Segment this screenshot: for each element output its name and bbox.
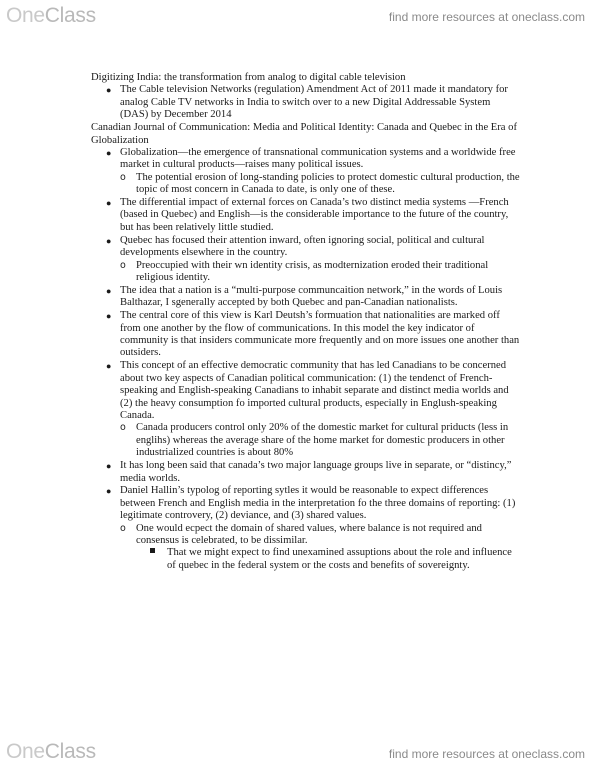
list-item: ● It has long been said that canada’s two major language groups live in separate, or “distincy,” media worlds. [106, 460, 512, 484]
header-tagline[interactable]: find more resources at oneclass.com [388, 10, 585, 24]
section1-list [91, 84, 521, 121]
list-item: ● Quebec has focused their attention inward, often ignoring social, political and cultural developments elsewhere in the country. o Preoccupied with their wn identity crisis, as modternization eroded their traditional religious identity. [91, 235, 521, 285]
document-body [91, 72, 521, 573]
oneclass-logo[interactable]: OneClass [6, 4, 96, 27]
circle-bullet-icon: o [120, 422, 126, 434]
list-item: ● The idea that a nation is a “multi-purpose communcaition network,” in the words of Louis Balthazar, I sgenerally accepted by both Quebec and pan-Canadian nationalists. [106, 284, 503, 309]
circle-bullet-icon: o [120, 522, 126, 534]
section-title-cjc: Canadian Journal of Communication: Media and Political Identity: Canada and Quebec in the Era of Globalization [91, 122, 517, 146]
bullet-icon: ● [106, 198, 112, 209]
bullet-icon: ● [106, 285, 112, 296]
header-bar [0, 0, 595, 34]
bullet-icon: ● [106, 361, 112, 372]
sub-list-item: o Preoccupied with their wn identity crisis, as modternization eroded their traditional religious identity. [120, 259, 489, 283]
circle-bullet-icon: o [120, 259, 126, 271]
circle-bullet-icon: o [120, 171, 126, 183]
sub-list-item: o One would ecpect the domain of shared values, where balance is not required and consensus is celebrated, to be dissimilar. That we might expect to find unexamined assuptions about the role and influence of quebec in the federal system or the costs and benefits of sovereignty. [120, 523, 521, 573]
oneclass-logo-footer[interactable]: OneClass [6, 740, 96, 763]
sub-sub-list-item: That we might expect to find unexamined assuptions about the role and influence of quebec in the federal system or the costs and benefits of sovereignty. [144, 547, 521, 572]
bullet-icon: ● [106, 311, 112, 322]
sub-list-item: o The potential erosion of long-standing policies to protect domestic cultural production, the topic of most concern in Canada to date, is only one of these. [120, 171, 520, 196]
list-item: ● Globalization—the emergence of transnational communication systems and a worldwide free market in cultural products—raises many political issues. o The potential erosion of long-standing policies to protect domestic cultural production, the topic of most concern in Canada to date, is only one of these. [106, 146, 520, 196]
list-item: ● Daniel Hallin’s typolog of reporting sytles it would be reasonable to expect differences between French and English media in the interpretation fo the three domains of reporting: (1) legitimate controvery, (2) deviance, and (3) shared values. o One would ecpect the domain of shared values, where balance is not required and consensus is celebrated, to be dissimilar. That we might expect to find unexamined assuptions about the role and influence of quebec in the federal system or the costs and benefits of sovereignty. [91, 485, 521, 572]
square-bullet-icon [150, 548, 155, 553]
list-item: ● The differential impact of external forces on Canada’s two distinct media systems —French (based in Quebec) and English—is the considerable importance to the future of the country, but has been relatively little studied. [106, 197, 509, 233]
bullet-icon: ● [106, 85, 112, 96]
list-item: ● This concept of an effective democratic community that has led Canadians to be concerned about two key aspects of Canadian political communication: (1) the tendenct of French-speaking and English-speaking Canadians to inhabit separate and distinct media worlds and (2) the heavy consumption fo imported cultural products, especially in Englush-speaking Canada. o Canada producers control only 20% of the domestic market for cultural priducts (less in englihs) whereas the average share of the home market for domestic producers in other industrialized countries is about 80% [91, 360, 521, 459]
section2-list [91, 147, 521, 572]
sub-list-item: o Canada producers control only 20% of the domestic market for cultural priducts (less in englihs) whereas the average share of the home market for domestic producers in other industrialized countries is about 80% [120, 422, 509, 459]
bullet-icon: ● [106, 147, 112, 158]
list-item: ● The Cable television Networks (regulation) Amendment Act of 2011 made it mandatory for analog Cable TV networks in India to switch over to a new Digital Addressable System (DAS) by December 2014 [106, 84, 508, 121]
bullet-icon: ● [106, 486, 112, 497]
footer-tagline[interactable]: find more resources at oneclass.com [388, 747, 585, 761]
list-item: ● The central core of this view is Karl Deutsh’s formuation that nationalities are marked off from one another by the flow of communications. In this model the key indicator of community is that insiders communicate more frequently and on more issues one another than outsiders. [106, 310, 520, 359]
bullet-icon: ● [106, 235, 112, 246]
section-title-digitizing-india: Digitizing India: the transformation from analog to digital cable television [91, 72, 406, 83]
footer-bar [0, 738, 595, 770]
bullet-icon: ● [106, 461, 112, 472]
